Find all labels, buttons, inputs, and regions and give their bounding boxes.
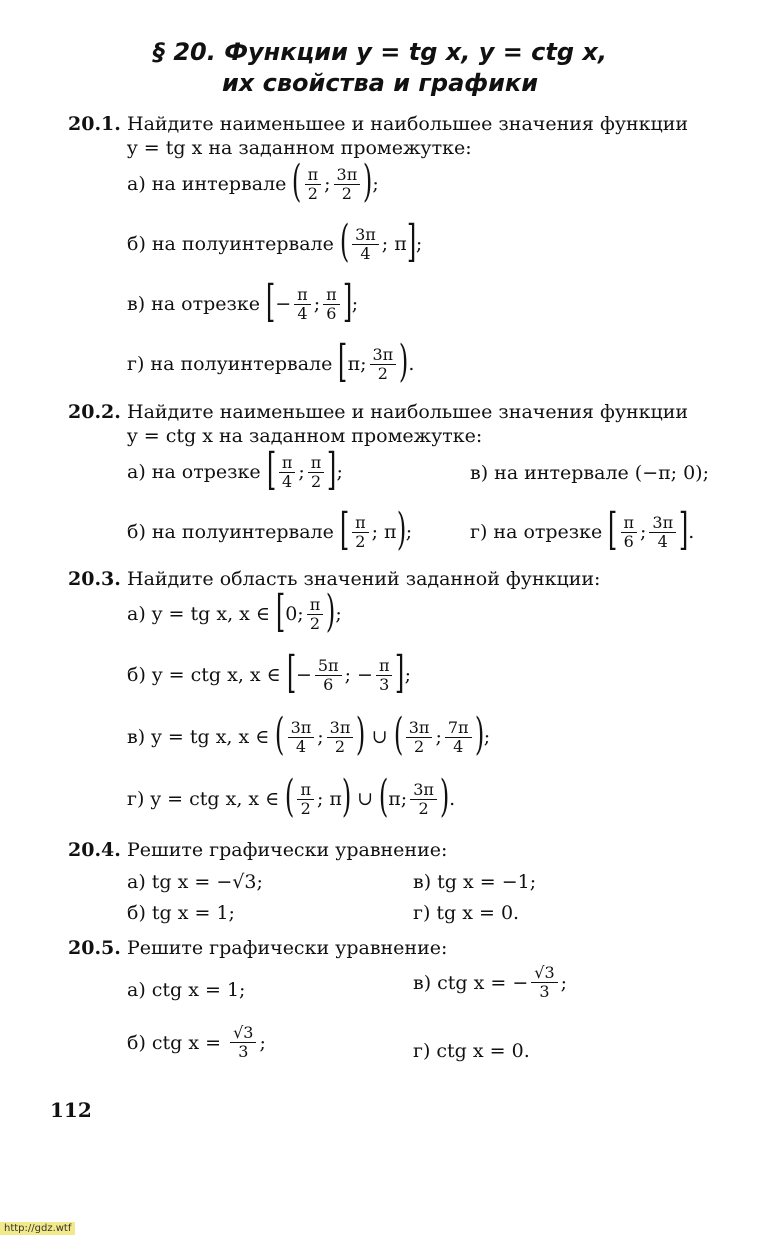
item-label: а) на отрезке <box>127 461 261 483</box>
item-g: г) tg x = 0. <box>413 902 520 924</box>
item-label: б) y = ctg x, x ∈ <box>127 664 281 686</box>
item-label: г) y = ctg x, x ∈ <box>127 788 280 810</box>
problem-number: 20.4. <box>68 839 121 861</box>
item-label: в) ctg x = − <box>413 971 529 994</box>
problem-text: y = ctg x на заданном промежутке: <box>127 425 483 447</box>
problem-text: Решите графически уравнение: <box>127 839 448 861</box>
item-a: а) ctg x = 1; <box>127 979 246 1001</box>
problem-text: Решите графически уравнение: <box>127 937 448 959</box>
item-v: в) y = tg x, x ∈ ( 3π 4 ; 3π 2 ) ∪ ( 3π 2 ; 7π 4 ) ; <box>127 709 491 760</box>
item-a: а) tg x = −√3; <box>127 871 263 893</box>
problem-text: Найдите наименьшее и наибольшее значения функции <box>127 401 689 423</box>
problem-number: 20.5. <box>68 937 121 959</box>
item-g: г) на полуинтервале [ π ; 3π 2 ) . <box>127 336 415 387</box>
item-label: г) на полуинтервале <box>127 353 333 375</box>
item-b: б) y = ctg x, x ∈ [ − $\frac{5\pi}{6}$ ; − $\frac{\pi}{3}$ ] ; <box>127 647 412 698</box>
item-v: в) tg x = −1; <box>413 871 537 893</box>
problem-text: y = tg x на заданном промежутке: <box>127 137 472 159</box>
item-label: в) на отрезке <box>127 293 261 315</box>
item-label: г) на отрезке <box>470 521 603 543</box>
problem-text: Найдите наименьшее и наибольшее значения функции <box>127 113 689 135</box>
item-v: в) на отрезке [ − $\frac{\pi}{4}$ ; π 6 ] ; <box>127 276 359 327</box>
item-b: б) tg x = 1; <box>127 902 235 924</box>
item-label: а) на интервале <box>127 173 287 195</box>
item-a: а) y = tg x, x ∈ [ 0 ; π 2 ) ; <box>127 586 342 637</box>
problem-number: 20.3. <box>68 568 121 590</box>
problem-text: Найдите область значений заданной функции: <box>127 568 601 590</box>
item-v: в) ctg x = − $\frac{√3}{3}$ ; <box>413 963 568 1001</box>
item-a: а) на отрезке [ π 4 ; π 2 ] ; <box>127 444 343 495</box>
item-label: б) ctg x = <box>127 1031 222 1054</box>
item-label: б) на полуинтервале <box>127 521 334 543</box>
section-title-line1: § 20. Функции y = tg x, y = ctg x, <box>152 38 608 66</box>
item-b: б) на полуинтервале ( 3π 4 ; π ] ; <box>127 216 423 267</box>
item-g: г) ctg x = 0. <box>413 1040 530 1062</box>
item-a: а) на интервале ( π 2 ; 3π 2 ) ; <box>127 156 379 207</box>
item-label: в) y = tg x, x ∈ <box>127 726 270 748</box>
item-label: а) y = tg x, x ∈ <box>127 603 270 625</box>
watermark[interactable]: http://gdz.wtf <box>0 1222 75 1235</box>
item-g: г) y = ctg x, x ∈ ( π 2 ; π ) ∪ ( π ; 3π 2 ) . <box>127 771 456 822</box>
problem-number: 20.1. <box>68 113 121 135</box>
item-g: г) на отрезке [ π 6 ; 3π 4 ] . <box>470 504 695 555</box>
problem-number: 20.2. <box>68 401 121 423</box>
item-v: в) на интервале (−π; 0); <box>470 462 709 484</box>
item-b: б) ctg x = $\frac{√3}{3}$ ; <box>127 1023 266 1061</box>
item-b: б) на полуинтервале [ π 2 ; π ) ; <box>127 504 413 555</box>
item-label: б) на полуинтервале <box>127 233 334 255</box>
section-title-line2: их свойства и графики <box>221 69 539 97</box>
page-number: 112 <box>50 1098 92 1122</box>
